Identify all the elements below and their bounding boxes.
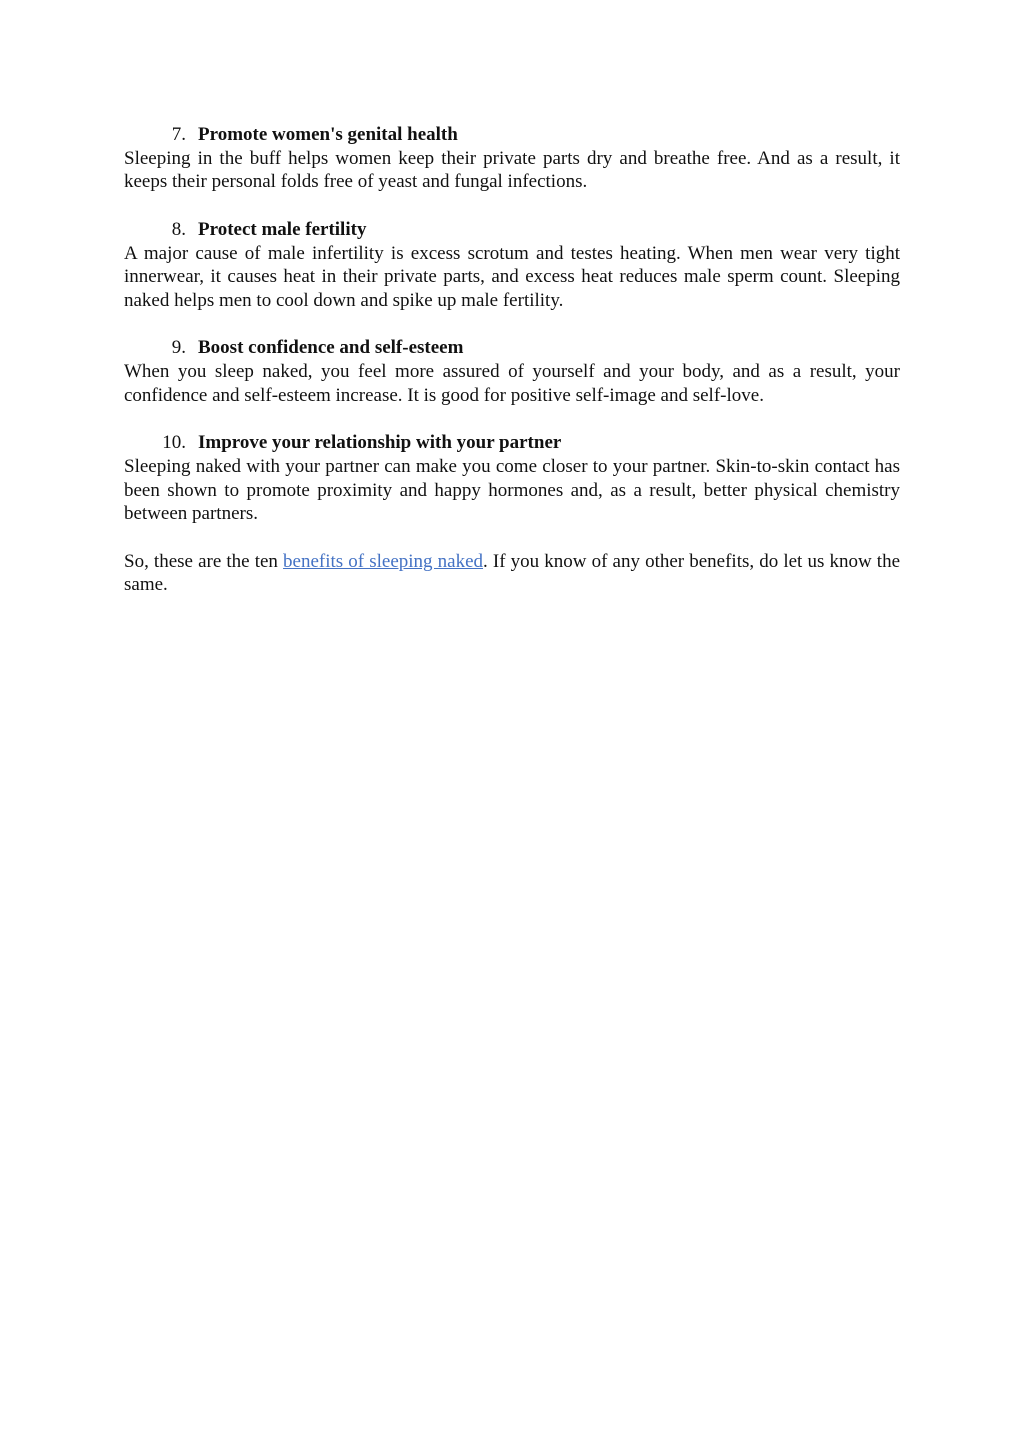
benefits-link[interactable]: benefits of sleeping naked — [283, 550, 484, 572]
section-body: Sleeping in the buff helps women keep their private parts dry and breathe free. And as a result, it keeps their personal folds free of yeast and fungal infections. — [124, 147, 900, 193]
section-body: A major cause of male infertility is excess scrotum and testes heating. When men wear very tight innerwear, it causes heat in their private parts, and excess heat reduces male sperm count. Sleeping naked helps men to cool down and spike up male fertility. — [124, 242, 900, 311]
heading-text: Protect male fertility — [198, 218, 367, 240]
closing-text-after: . If you know of any other benefits, do let us know the same. — [124, 550, 901, 596]
closing-text-before: So, these are the ten — [124, 550, 284, 572]
section-heading — [124, 336, 900, 360]
section-heading — [124, 123, 900, 147]
closing-paragraph — [124, 550, 900, 597]
section-body: When you sleep naked, you feel more assured of yourself and your body, and as a result, your confidence and self-esteem increase. It is good for positive self-image and self-love. — [124, 361, 900, 406]
list-number: 8. — [171, 218, 186, 240]
list-number: 9. — [171, 337, 186, 359]
section-heading — [124, 218, 900, 242]
section-10 — [124, 431, 900, 526]
section-7 — [124, 123, 900, 194]
heading-text: Boost confidence and self-esteem — [198, 337, 464, 359]
list-number: 7. — [171, 124, 186, 145]
section-body: Sleeping naked with your partner can make you come closer to your partner. Skin-to-skin contact has been shown to promote proximity and happy hormones and, as a result, better physical chemistry between partners. — [124, 455, 900, 525]
section-heading — [124, 431, 900, 455]
list-number: 10. — [162, 432, 186, 454]
document-page — [124, 123, 900, 597]
heading-text: Improve your relationship with your partner — [198, 432, 562, 454]
heading-text: Promote women's genital health — [198, 124, 458, 145]
section-9 — [124, 336, 900, 407]
section-8 — [124, 218, 900, 313]
